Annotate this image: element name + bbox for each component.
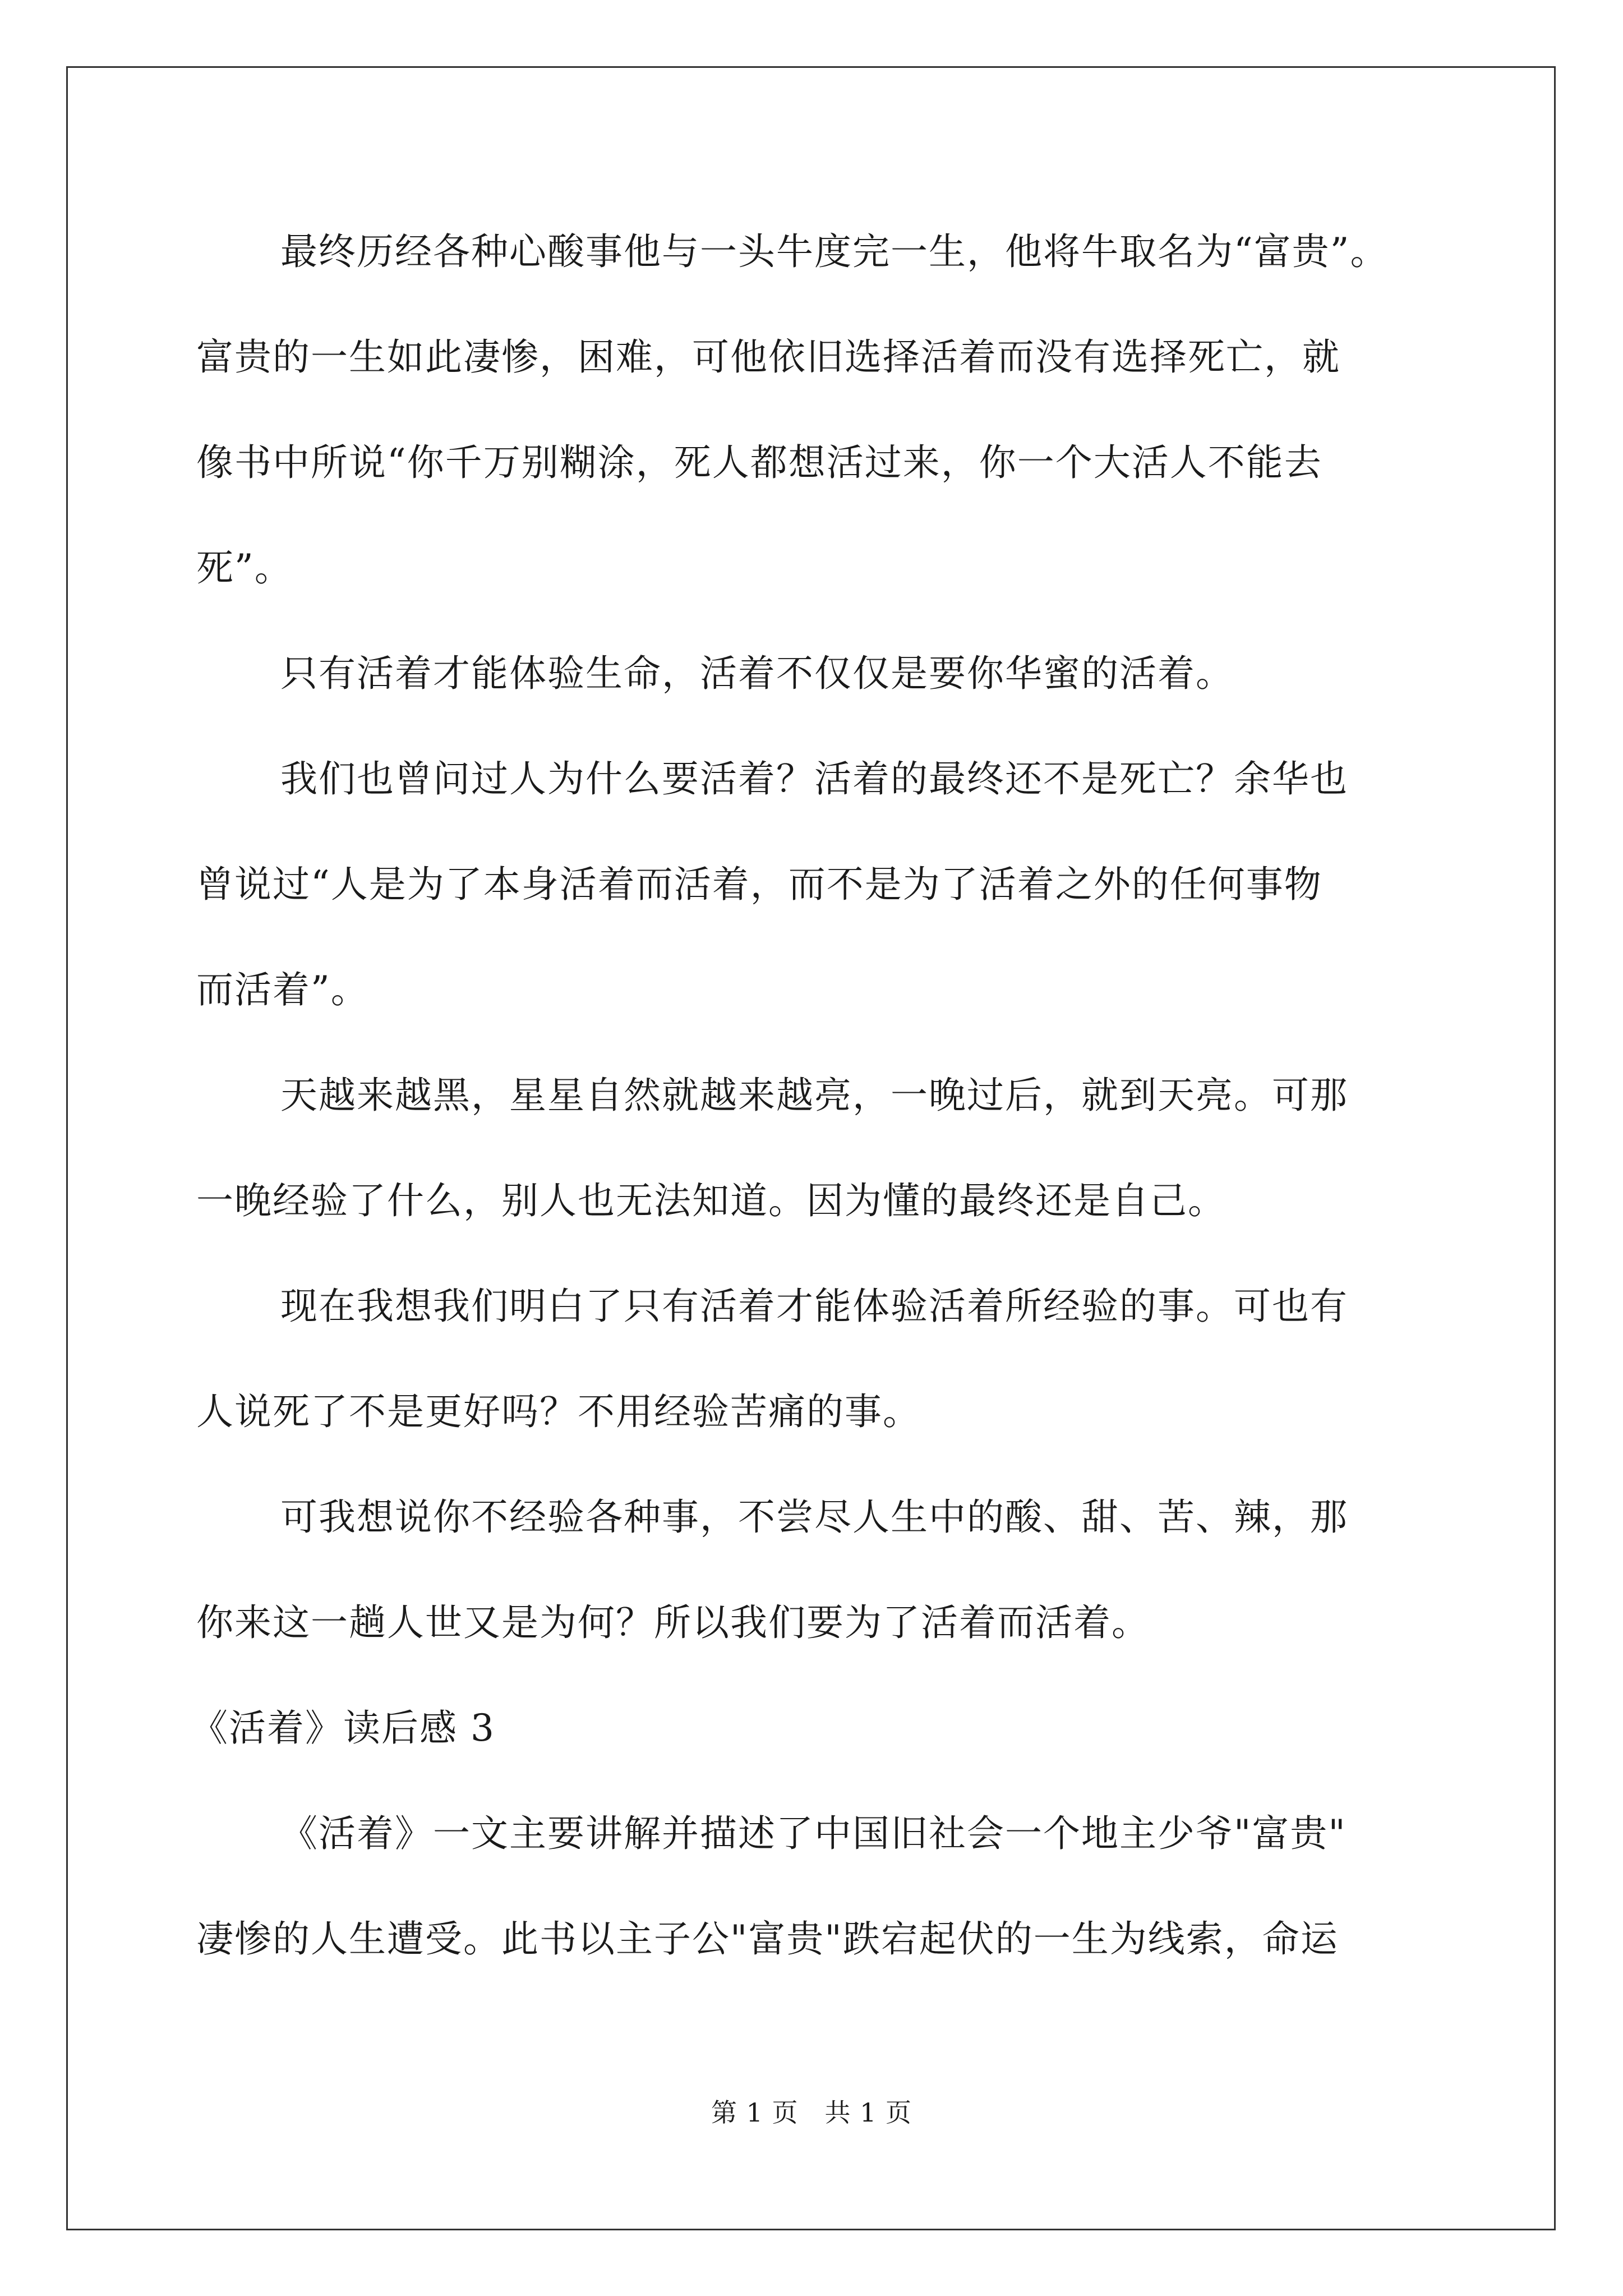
text-line: 凄惨的人生遭受。此书以主子公"富贵"跌宕起伏的一生为线索，命运 — [196, 1917, 1339, 1961]
text-line: 像书中所说“你千万别糊涂，死人都想活过来，你一个大活人不能去 — [196, 441, 1322, 484]
text-line: 现在我想我们明白了只有活着才能体验活着所经验的事。可也有 — [280, 1285, 1348, 1328]
text-line: 人说死了不是更好吗？不用经验苦痛的事。 — [196, 1390, 921, 1433]
section-heading: 《活着》读后感 3 — [191, 1706, 495, 1750]
text-line: 你来这一趟人世又是为何？所以我们要为了活着而活着。 — [196, 1601, 1150, 1644]
text-line: 天越来越黑，星星自然就越来越亮，一晚过后，就到天亮。可那 — [280, 1074, 1348, 1117]
document-body — [191, 199, 1430, 1992]
text-line: 《活着》一文主要讲解并描述了中国旧社会一个地主少爷"富贵" — [280, 1812, 1347, 1855]
text-line: 富贵的一生如此凄惨，困难，可他依旧选择活着而没有选择死亡，就 — [196, 335, 1340, 379]
text-line: 最终历经各种心酸事他与一头牛度完一生，他将牛取名为“富贵”。 — [280, 230, 1389, 273]
text-line: 死”。 — [196, 546, 293, 590]
text-line: 只有活着才能体验生命，活着不仅仅是要你华蜜的活着。 — [280, 652, 1234, 695]
text-line: 曾说过“人是为了本身活着而活着，而不是为了活着之外的任何事物 — [196, 863, 1322, 906]
page-footer: 第 1 页 共 1 页 — [711, 2097, 912, 2128]
text-line: 一晚经验了什么，别人也无法知道。因为懂的最终还是自己。 — [196, 1179, 1226, 1222]
text-line: 而活着”。 — [196, 968, 369, 1011]
text-line: 我们也曾问过人为什么要活着？活着的最终还不是死亡？余华也 — [280, 757, 1348, 800]
text-line: 可我想说你不经验各种事，不尝尽人生中的酸、甜、苦、辣，那 — [280, 1496, 1348, 1539]
